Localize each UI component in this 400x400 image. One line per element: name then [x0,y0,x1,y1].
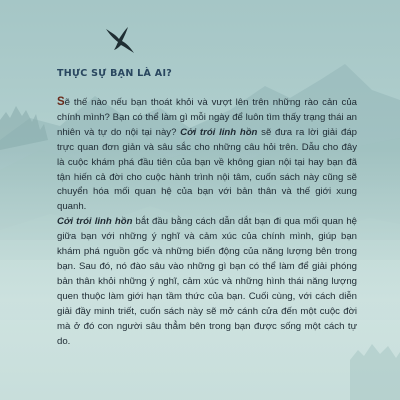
book-title-emphasis: Cởi trói linh hồn [57,216,133,228]
flying-bird-icon [104,25,138,55]
summary-paragraph [57,215,357,349]
book-title-emphasis: Cởi trói linh hồn [180,126,258,138]
section-heading: THỰC SỰ BẠN LÀ AI? [57,68,173,79]
intro-text-part1: ẽ thế nào nếu bạn thoát khỏi và vượt lên trên những rào cản của chính mình? Bạn có thể làm gì mỗi ngày để luôn tìm thấy trạng thái an nhiên và tự do nội tại này? [57,97,357,138]
summary-text: bắt đầu bằng cách dẫn dắt bạn đi qua mối quan hệ giữa bạn với những ý nghĩ và cảm xúc của chính mình, giúp bạn khám phá nguồn gốc và những biến động của năng lượng bên trong bạn. Sau đó, nó đào sâu vào những gì bạn có thể làm để giải phóng bản thân khỏi những ý nghĩ, cảm xúc và những hình thái năng lượng quen thuộc làm giới hạn tầm thức của bạn. Cuối cùng, với cách diễn giải đầy minh triết, cuốn sách này sẽ mở cánh cửa đến một cuộc đời mà ở đó con người sâu thẳm bên trong bạn được sống một cách tự do. [57,216,357,347]
cover-text-block [57,68,357,349]
intro-paragraph [57,95,357,215]
intro-text-part2: sẽ đưa ra lời giải đáp trực quan đơn giản và sâu sắc cho những câu hỏi trên. Dẫu cho đây là cuộc khám phá đầu tiên của bạn về không gian nội tại hay bạn đã tận hiến cả đời cho cuộc hành trình nội tâm, cuốn sách này cũng sẽ chuyển hóa mối quan hệ của bạn với bản thân và thế giới xung quanh. [57,126,357,213]
drop-cap: S [57,96,65,108]
